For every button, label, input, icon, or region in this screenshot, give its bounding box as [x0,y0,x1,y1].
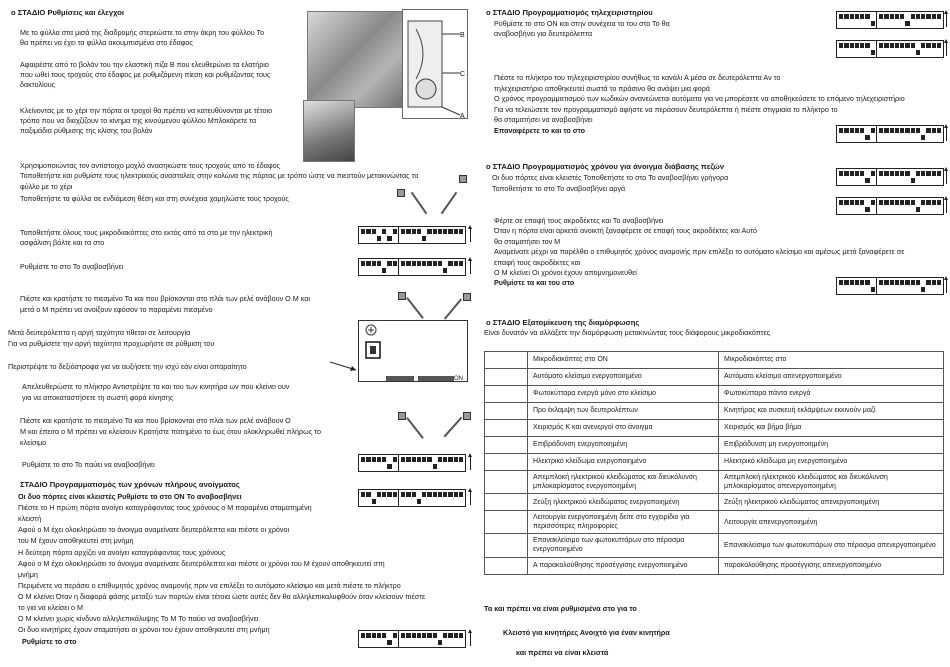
sec3b-line: Επαναφέρετε το και το στο [494,126,586,135]
table-cell [485,534,528,557]
dip-switch-icon [876,168,944,186]
lever-knob [398,412,406,420]
table-row [485,352,944,369]
sec4-a-line1: Οι δυο πόρτες είναι κλειστές Τοποθετήστε το στο Το αναβοσβήνει γρήγορα [492,173,729,182]
technical-drawing [402,9,468,119]
sec2-last-line: Ρυθμίστε το στο [22,637,77,646]
arrow-up-icon [470,260,471,274]
control-board-drawing [358,320,468,382]
sec2-line: O M κλείνει Όταν η διαφορά φάσης μεταξύ των πορτών είναι τέτοια ώστε αυτές δεν θα αλληλεπικαλυφθούν όταν κλείσουν πιέστε [18,591,426,601]
table-cell: Μικροδιακόπτες στο ON [528,352,719,369]
table-cell: Επιβράδυνση μη ενεργοποιημένη [719,437,944,454]
sec2-line: Περιμένετε να περάσει ο επιθυμητός χρόνος αναμονής πριν να επιλέξει το αυτόματο κλείσιμο και μετά πιέστε το πλήκτρο [18,580,401,590]
p5-line1: Τοποθετήστε όλους τους μικροδιακόπτες στο εκτός από τα στο με την ηλεκτρική [20,228,273,237]
lever-knob [463,412,471,420]
p4-line2: Τοποθετήστε και ρυθμίστε τους ηλεκτρικούς αναστολείς στην κολώνα της πόρτας με τρόπο ώστε να πιεστούν μετακινώντας το [20,171,419,180]
lever-knob [459,175,467,183]
lever-knob [463,293,471,301]
sec2-line: Η δεύτερη πόρτα αρχίζει να ανοίγει καταγράφοντας τους χρόνους [18,547,226,557]
sec3b-line: Πιέστε το πλήκτρο του τηλεχειριστηρίου συνήθως το κανάλι A μέσα σε δευτερόλεπτα Αν το [494,73,781,82]
table-row [485,369,944,386]
table-cell: Επιβράδυνση ενεργοποιημένη [528,437,719,454]
p8-line2: Για να ρυθμίσετε την αργή ταχύτητα προχωρήστε σε ρύθμιση του [8,339,215,348]
arrow-up-icon [470,456,471,470]
arrow-up-icon [946,42,947,56]
table-cell: Επανακλείσιμο των φωτοκυττάρων στο πέρασμα απενεργοποιημένο [719,534,944,557]
lever-knob [397,189,405,197]
sec4b-line: Φέρτε σε επαφή τους ακροδέκτες και Το αναβοσβήνει [494,216,664,225]
p1-line2: θα πρέπει να έχει τα φύλλα ακουμπισμένα στο έδαφος [20,38,193,47]
section-3-title: ο ΣΤΑΔΙΟ Προγραμματισμός τηλεχειριστηρίου [486,8,653,17]
table-row [485,557,944,574]
table-cell: Απεμπλοκή ηλεκτρικού κλειδώματος και διευκόλυνση μπλοκαρίσματος απενεργοποιημένη [719,471,944,494]
table-cell: Ζεύξη ηλεκτρικού κλειδώματος ενεργοποιημένη [528,494,719,511]
section-5-title: ο ΣΤΑΔΙΟ Εξατομίκευση της διαμόρφωσης [486,318,640,327]
footnote-1: Τα και πρέπει να είναι ρυθμισμένα στο για το [484,604,637,613]
p12: Ρυθμίστε το στο Το παύει να αναβοσβήνει [22,460,155,469]
table-cell: Προ έκλαμψη των δευτερολέπτων [528,403,719,420]
dip-switch-icon [876,11,944,29]
p11-line2: M και έπειτα ο M πρέπει να κλείσουν Κρατήστε πατημένο το έως ότου ολοκληρωθεί πλήρως το [20,427,321,436]
table-cell: Αυτόματο κλείσιμο απενεργοποιημένο [719,369,944,386]
p3-line3: παξιμάδια ρύθμισης της κλίσης του βολάν [20,126,153,135]
p6: Ρυθμίστε το στο Το αναβοσβήνει [20,262,124,271]
p4-line1: Χρησιμοποιώντας τον αντίστοιχο μοχλό ανασηκώστε τους τροχούς από το έδαφος [20,161,281,170]
p2-line3: δακτυλίους [20,80,56,89]
sec4b-line: επαφή τους ακροδέκτες και [494,257,581,267]
section-4-title: ο ΣΤΑΔΙΟ Προγραμματισμός χρόνου για άνοιγμα διάβασης πεζών [486,162,725,171]
section-1-title: ο ΣΤΑΔΙΟ Ρυθμίσεις και έλεγχοι [11,8,124,17]
table-row [485,494,944,511]
table-row [485,454,944,471]
table-cell: A παρακολούθησης προσέγγισης ενεργοποιημένο [528,557,719,574]
dip-switch-icon [876,125,944,143]
table-cell [485,494,528,511]
table-cell: Ζεύξη ηλεκτρικού κλειδώματος απενεργοποιημένη [719,494,944,511]
table-cell [485,420,528,437]
sec2-line: O M κλείνει χωρίς κίνδυνο αλληλεπικάλυψης Το M Το παύει να αναβοσβήνει [18,614,259,624]
arrow-up-icon [470,632,471,646]
sec3b-line: τηλεχειριστήριο αποθηκευτεί σωστά το πράσινο θα ανάψει μια φορά [494,83,710,93]
sec2-line: το για να κλείσει ο M [18,603,84,612]
p1-line1: Με το φύλλα στα μισά της διαδρομής στερεώστε το στην άκρη του φύλλου Το [20,28,265,37]
p8-line1: Μετά δευτερόλεπτα η αργή ταχύτητα τίθεται σε λειτουργία [8,328,191,337]
p2-line2: που ωθεί τους τροχούς στο έδαφος με ρυθμιζόμενη πίεση και ρυθμίζοντας τους [20,70,271,79]
p4-line4: Τοποθετήστε τα φύλλα σε ενδιάμεση θέση και στη συνέχεια χαμηλώστε τους τροχούς [20,194,289,203]
dip-switch-icon [398,226,466,244]
configuration-table [484,351,944,575]
sec2-line: μνήμη [18,569,38,579]
table-cell: Φωτοκύτταρα ενεργά μόνο στο κλείσιμο [528,386,719,403]
table-cell [485,369,528,386]
dip-switch-icon [876,197,944,215]
p9: Περιστρέψτε το δεξιόστροφα για να αυξήσετε την ισχύ εάν είναι απαραίτητο [8,362,247,371]
arrow-up-icon [470,491,471,505]
dip-switch-icon [398,630,466,648]
table-cell: παρακολούθησης προσέγγισης απενεργοποιημένο [719,557,944,574]
table-row [485,534,944,557]
lever-icon [444,417,463,438]
section-5-description: Είναι δυνατόν να αλλάξετε την διαμόρφωση μετακινώντας τους διάφορους μικροδιακόπτες [484,328,771,337]
table-row [485,437,944,454]
p7-line1: Πιέστε και κρατήστε το πιεσμένο Τα και που βρίσκονται στο πλάι των ρελέ ανάβουν O M και [20,294,311,303]
p5-line2: ασφάλιση βάλτε και τα στο [20,238,105,247]
table-cell: Ηλεκτρικό κλείδωμα μη ενεργοποιημένο [719,454,944,471]
table-cell [485,511,528,534]
wheel-photo [303,100,355,162]
sec3-a-line2: αναβοσβήνει για δευτερόλεπτα [494,29,593,38]
sec2-line: Οι δυο κινητήρες έχουν σταματήσει οι χρόνοι του έχουν αποθηκευτεί στη μνήμη [18,625,270,635]
arrow-up-icon [946,170,947,184]
sec4b-line: Αναμείνατε μέχρι να παρέλθει ο επιθυμητός χρόνος αναμονής πριν επιλέξει το αυτόματο κλείσιμο και αμέσως μετά ξαναφέρετε σε [494,247,905,257]
sec4b-line: Όταν η πόρτα είναι αρκετά ανοικτή ξαναφέρετε σε επαφή τους ακροδέκτες και Αυτό [494,226,758,236]
footnote-2: Κλειστό για κινητήρες Ανοιχτό για έναν κινητήρα [503,628,670,637]
board-on-label: ON [454,376,463,382]
p11-line3: κλείσιμο [20,438,47,447]
lever-knob [398,292,406,300]
dip-switch-icon [876,277,944,295]
sec3b-line: Για να τελειώσετε τον προγραμματισμό αφήστε να περάσουν δευτερόλεπτα ή πιέστε στιγμιαία το πλήκτρο το [494,104,838,114]
sec2-line: κλειστή [18,514,42,524]
table-cell: Ηλεκτρικό κλείδωμα ενεργοποιημένο [528,454,719,471]
product-photo [307,11,404,108]
table-row [485,420,944,437]
sec2-line: Πιέστε το Η πρώτη πόρτα ανοίγει καταγράφοντας τους χρόνους ο M παραμένει σταματημένη [18,503,312,513]
arrow-up-icon [946,279,947,293]
dip-switch-icon [398,489,466,507]
lever-icon [444,298,462,319]
p3-line1: Κλείνοντας με το χέρι την πόρτα οι τροχοί θα πρέπει να κατευθύνονται με τέτοιο [20,106,273,115]
dip-switch-icon [398,258,466,276]
lever-icon [411,192,428,214]
table-cell: Μικροδιακόπτες στο [719,352,944,369]
figure-label-a: A [460,113,465,119]
p4-line3: φύλλο με το χέρι [20,182,73,191]
sec3-a-line1: Ρυθμίστε το στο ON και στην συνέχεια το του στο Το θα [494,19,670,28]
table-cell [485,471,528,494]
sec2-line: Αφού ο M έχει ολοκληρώσει το άνοιγμα αναμείνατε δευτερόλεπτα και πιέστε οι χρόνοι του M έχουν αποθηκευτεί στη [18,558,385,568]
p10-line1: Απελευθερώστε το πλήκτρο Αντιστρέψτε τα και του των κινητήρα ων που κλείνει ουν [22,382,290,391]
table-cell: Κινητήρας και συσκευή εκλάμψεων εκκινούν μαζί [719,403,944,420]
sec3b-line: O χρόνος προγραμματισμού των κωδικών ανανεώνεται αυτόματα για να μπορέσετε να αποθηκεύσετε το επόμενο τηλεχειριστήριο [494,94,905,104]
p2-line1: Αφαιρέστε από το βολάν του την ελαστική πίζα B που ελευθερώνει τα ελατήριο [20,60,269,69]
pointer-arrow-icon [330,360,360,374]
lever-icon [406,417,424,439]
table-cell: Φωτοκύτταρα πάντα ενεργά [719,386,944,403]
section-2-title: ΣΤΑΔΙΟ Προγραμματισμός των χρόνων πλήρους ανοίγματος [20,480,240,489]
sec4b-line: θα σταματήσει τον M [494,236,561,246]
figure-label-b: B [460,32,465,39]
figure-label-c: C [460,71,466,78]
table-cell: Λειτουργία ενεργοποιημένη δείτε στο εγχειρίδιο για περισσότερες πληροφορίες [528,511,719,534]
table-cell [485,386,528,403]
table-cell: Επανακλείσιμο των φωτοκυττάρων στο πέρασμα ενεργοποιημένο [528,534,719,557]
arrow-up-icon [946,127,947,141]
arrow-up-icon [470,228,471,242]
table-cell [485,437,528,454]
sec2-line: Αφού ο M έχει ολοκληρώσει το άνοιγμα αναμείνατε δευτερόλεπτα και πιέστε οι χρόνοι [18,525,290,535]
sec3b-line: θα σταματήσει να αναβοσβήνει [494,115,593,125]
table-cell: Αυτόματο κλείσιμο ενεργοποιημένο [528,369,719,386]
sec4-a-line2: Τοποθετήστε το στο Το αναβοσβήνει αργά [492,184,626,193]
table-cell: Λειτουργία απενεργοποιημένη [719,511,944,534]
sec2-line: του M έχουν αποθηκευτεί στη μνήμη [18,536,134,546]
arrow-up-icon [946,199,947,213]
table-cell: Χειρισμός και βήμα βήμα [719,420,944,437]
sec4b-line: Ρυθμίστε τα και του στο [494,278,575,288]
footnote-3: και πρέπει να είναι κλειστά [516,648,609,657]
dip-switch-icon [876,40,944,58]
p10-line2: για να αποκαταστήσετε τη σωστή φορά κίνησης [22,393,174,402]
p11-line1: Πιέστε και κρατήστε το πιεσμένο Τα και που βρίσκονται στο πλάι των ρελέ ανάβουν O [20,416,291,425]
lever-icon [441,192,458,214]
p3-line2: τρόπο που να διαχζίζουν το κίνημα της κινούμενου φύλλου Μπλοκάρετε τα [20,116,257,125]
sec2-line: Οι δυο πόρτες είναι κλειστές Ρυθμίστε το στο ON Το αναβοσβήνει [18,492,242,501]
table-row [485,511,944,534]
table-cell: Χειρισμός K και ανενεργοί στο άνοιγμα [528,420,719,437]
table-cell: Απεμπλοκή ηλεκτρικού κλειδώματος και διευκόλυνση μπλοκαρίσματος ενεργοποιημένη [528,471,719,494]
table-row [485,386,944,403]
table-cell [485,454,528,471]
dip-switch-icon [398,454,466,472]
table-row [485,403,944,420]
table-cell [485,352,528,369]
sec4b-line: O M κλείνει Οι χρόνοι έχουν απομνημονευθεί [494,268,637,277]
table-cell [485,403,528,420]
table-cell [485,557,528,574]
table-row [485,471,944,494]
arrow-up-icon [946,13,947,27]
p7-line2: μετά ο M πρέπει να ανοίξουν εφόσον το παραμένει πιεσμένο [20,305,213,314]
lever-icon [406,297,424,319]
